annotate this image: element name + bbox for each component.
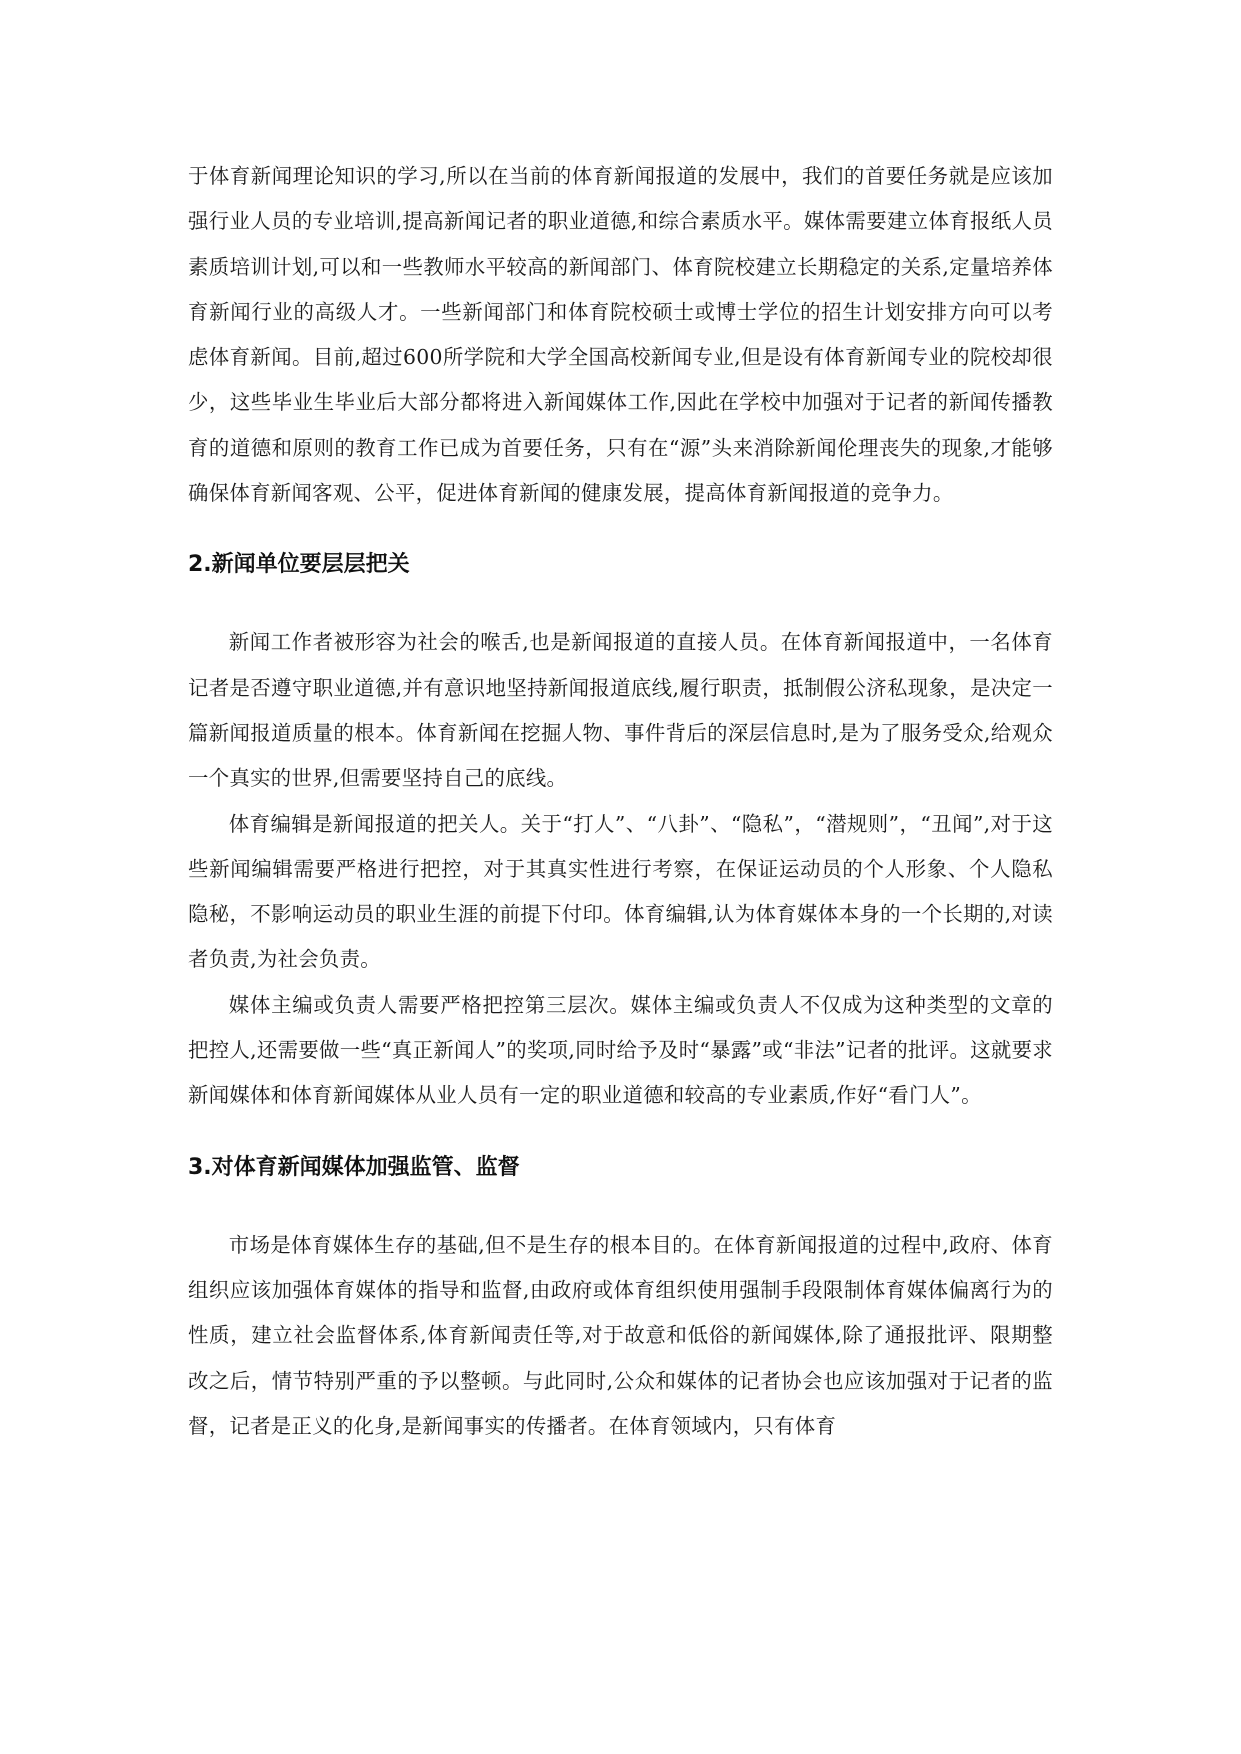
body-paragraph: 新闻工作者被形容为社会的喉舌,也是新闻报道的直接人员。在体育新闻报道中，一名体育记者是否遵守职业道德,并有意识地坚持新闻报道底线,履行职责，抵制假公济私现象，是决定一篇新闻报道质量的根本。体育新闻在挖掘人物、事件背后的深层信息时,是为了服务受众,给观众一个真实的世界,但需要坚持自己的底线。 [188, 630, 1053, 791]
body-paragraph: 市场是体育媒体生存的基础,但不是生存的根本目的。在体育新闻报道的过程中,政府、体育组织应该加强体育媒体的指导和监督,由政府或体育组织使用强制手段限制体育媒体偏离行为的性质，建立社会监督体系,体育新闻责任等,对于故意和低俗的新闻媒体,除了通报批评、限期整改之后，情节特别严重的予以整顿。与此同时,公众和媒体的记者协会也应该加强对于记者的监督，记者是正义的化身,是新闻事实的传播者。在体育领域内，只有体育 [188, 1232, 1053, 1438]
document-page [188, 154, 1053, 1449]
section-heading: 3.对体育新闻媒体加强监管、监督 [188, 1154, 520, 1180]
body-paragraph: 媒体主编或负责人需要严格把控第三层次。媒体主编或负责人不仅成为这种类型的文章的把控人,还需要做一些“真正新闻人”的奖项,同时给予及时“暴露”或“非法”记者的批评。这就要求新闻媒体和体育新闻媒体从业人员有一定的职业道德和较高的专业素质,作好“看门人”。 [188, 992, 1053, 1108]
body-paragraph: 于体育新闻理论知识的学习,所以在当前的体育新闻报道的发展中，我们的首要任务就是应该加强行业人员的专业培训,提高新闻记者的职业道德,和综合素质水平。媒体需要建立体育报纸人员素质培训计划,可以和一些教师水平较高的新闻部门、体育院校建立长期稳定的关系,定量培养体育新闻行业的高级人才。一些新闻部门和体育院校硕士或博士学位的招生计划安排方向可以考虑体育新闻。目前,超过600所学院和大学全国高校新闻专业,但是设有体育新闻专业的院校却很少，这些毕业生毕业后大部分都将进入新闻媒体工作,因此在学校中加强对于记者的新闻传播教育的道德和原则的教育工作已成为首要任务，只有在“源”头来消除新闻伦理丧失的现象,才能够确保体育新闻客观、公平，促进体育新闻的健康发展，提高体育新闻报道的竞争力。 [188, 164, 1053, 506]
body-paragraph: 体育编辑是新闻报道的把关人。关于“打人”、“八卦”、“隐私”，“潜规则”，“丑闻”,对于这些新闻编辑需要严格进行把控，对于其真实性进行考察，在保证运动员的个人形象、个人隐私隐秘，不影响运动员的职业生涯的前提下付印。体育编辑,认为体育媒体本身的一个长期的,对读者负责,为社会负责。 [188, 811, 1053, 972]
section-heading: 2.新闻单位要层层把关 [188, 552, 410, 578]
